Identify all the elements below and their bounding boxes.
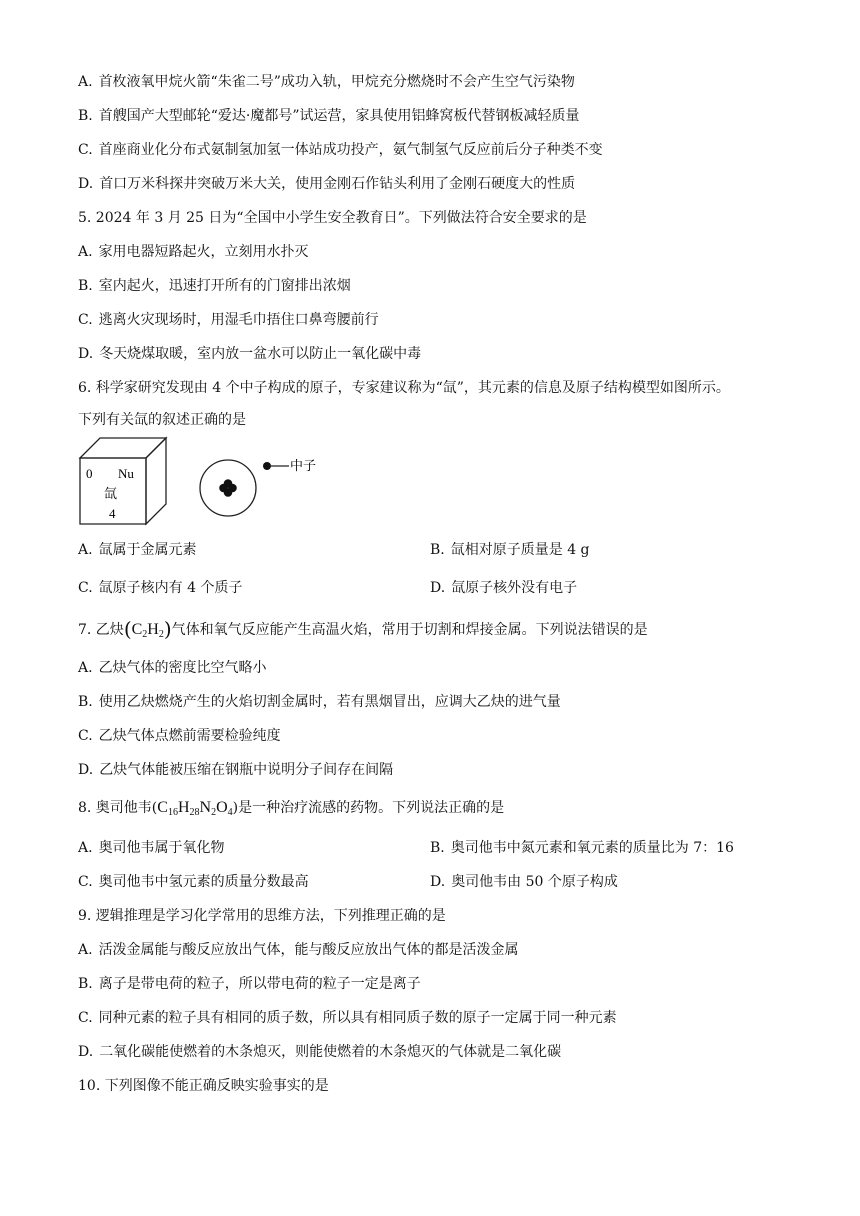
q5-option-a: A. 家用电器短路起火，立刻用水扑灭 <box>78 244 309 260</box>
q9-option-a: A. 活泼金属能与酸反应放出气体，能与酸反应放出气体的都是活泼金属 <box>78 942 519 958</box>
q5-option-d: D. 冬天烧煤取暖，室内放一盆水可以防止一氧化碳中毒 <box>78 346 422 362</box>
q8-option-b: B. 奥司他韦中氮元素和氧元素的质量比为 7：16 <box>430 840 734 856</box>
q7-option-d: D. 乙炔气体能被压缩在钢瓶中说明分子间存在间隔 <box>78 762 394 778</box>
q5-option-c: C. 逃离火灾现场时，用湿毛巾捂住口鼻弯腰前行 <box>78 312 379 328</box>
q6-stem-line1: 6. 科学家研究发现由 4 个中子构成的原子，专家建议称为“氙”，其元素的信息及原子结构模型如图所示。 <box>78 380 730 396</box>
q7-option-a: A. 乙炔气体的密度比空气略小 <box>78 660 267 676</box>
q8-option-a: A. 奥司他韦属于氧化物 <box>78 840 225 856</box>
q6-option-b: B. 氙相对原子质量是 4 g <box>430 542 590 558</box>
q5-stem: 5. 2024 年 3 月 25 日为“全国中小学生安全教育日”。下列做法符合安全要求的是 <box>78 210 587 226</box>
q6-option-d: D. 氙原子核外没有电子 <box>430 580 578 596</box>
oseltamivir-formula: $C_{16}H_{28}N_2O_4$ <box>157 799 233 818</box>
q9-option-d: D. 二氧化碳能使燃着的木条熄灭，则能使燃着的木条熄灭的气体就是二氧化碳 <box>78 1044 562 1060</box>
element-symbol: Nu <box>118 466 134 481</box>
q9-stem: 9. 逻辑推理是学习化学常用的思维方法，下列推理正确的是 <box>78 908 446 924</box>
element-info-box <box>80 438 166 524</box>
neutron-label: 中子 <box>290 459 317 474</box>
q6-figure <box>78 436 348 528</box>
q8-option-c: C. 奥司他韦中氢元素的质量分数最高 <box>78 874 309 890</box>
neutron-legend-dot <box>263 462 271 470</box>
element-mass: 4 <box>109 506 116 521</box>
q4-option-d: D. 首口万米科探井突破万米大关，使用金刚石作钻头利用了金刚石硬度大的性质 <box>78 176 576 192</box>
q4-option-c: C. 首座商业化分布式氨制氢加氢一体站成功投产，氨气制氢气反应前后分子种类不变 <box>78 142 603 158</box>
element-name: 氙 <box>104 487 118 502</box>
q5-option-b: B. 室内起火，迅速打开所有的门窗排出浓烟 <box>78 278 351 294</box>
q9-option-b: B. 离子是带电荷的粒子，所以带电荷的粒子一定是离子 <box>78 976 421 992</box>
acetylene-formula: $C_2H_2$ <box>131 621 164 640</box>
nucleus-neutron <box>228 484 237 493</box>
element-number: 0 <box>86 466 93 481</box>
q8-stem: 8. 奥司他韦$(C_{16}H_{28}N_2O_4)$是一种治疗流感的药物。下列说法正确的是 <box>78 799 505 818</box>
q6-option-a: A. 氙属于金属元素 <box>78 542 197 558</box>
atom-structure-model <box>200 458 316 516</box>
q10-stem: 10. 下列图像不能正确反映实验事实的是 <box>78 1078 329 1094</box>
q7-option-c: C. 乙炔气体点燃前需要检验纯度 <box>78 728 281 744</box>
q8-option-d: D. 奥司他韦由 50 个原子构成 <box>430 874 618 890</box>
q4-option-a: A. 首枚液氧甲烷火箭“朱雀二号”成功入轨，甲烷充分燃烧时不会产生空气污染物 <box>78 74 575 90</box>
q7-option-b: B. 使用乙炔燃烧产生的火焰切割金属时，若有黑烟冒出，应调大乙炔的进气量 <box>78 694 561 710</box>
nucleus-neutron <box>219 484 228 493</box>
q9-option-c: C. 同种元素的粒子具有相同的质子数，所以具有相同质子数的原子一定属于同一种元素 <box>78 1010 617 1026</box>
q4-option-b: B. 首艘国产大型邮轮“爱达·魔都号”试运营，家具使用铝蜂窝板代替钢板减轻质量 <box>78 108 580 124</box>
q6-stem-line2: 下列有关氙的叙述正确的是 <box>78 412 246 428</box>
q6-option-c: C. 氙原子核内有 4 个质子 <box>78 580 243 596</box>
q7-stem: 7. 乙炔$(C_2H_2)$气体和氧气反应能产生高温火焰，常用于切割和焊接金属。下列说法错误的是 <box>78 617 648 641</box>
